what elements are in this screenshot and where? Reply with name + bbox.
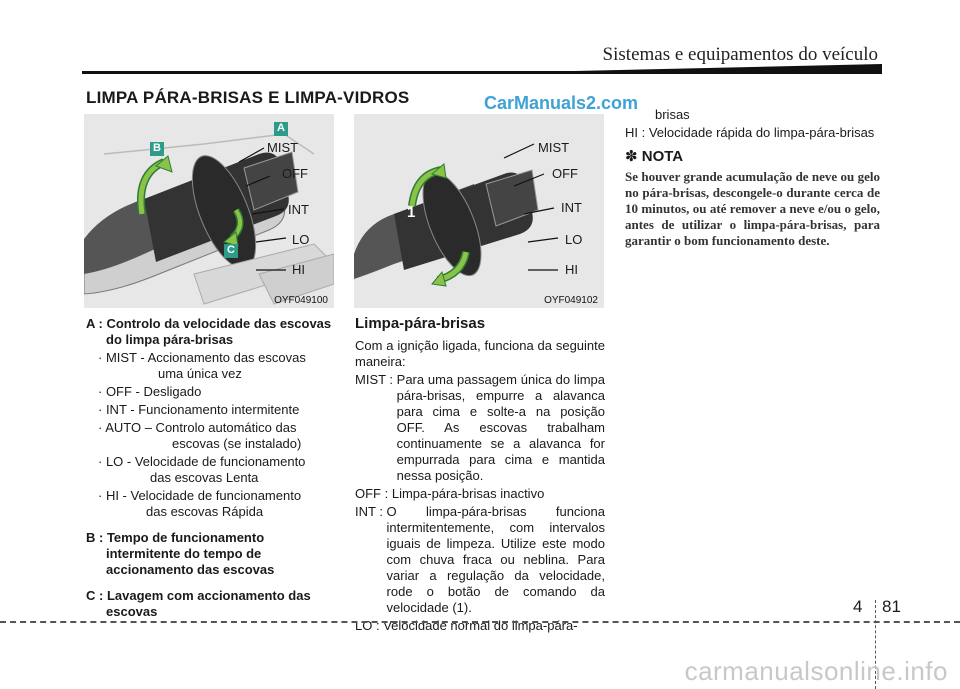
section-title: LIMPA PÁRA-BRISAS E LIMPA-VIDROS (86, 88, 410, 107)
watermark-logo: CarManuals2.com (484, 93, 639, 113)
wiper-intro: Com a ignição ligada, funciona da seguinte maneira: (355, 338, 605, 369)
figure-code: OYF049102 (544, 295, 598, 306)
nota-title: ✽ NOTA (625, 148, 684, 165)
badge-b: B (153, 142, 161, 154)
label-int: INT (561, 200, 582, 215)
def-lo: LO : Velocidade normal do limpa-pára- (355, 618, 578, 633)
a-item-mist: · MIST - Accionamento das escovas uma única vez (98, 350, 306, 381)
wiper-heading: Limpa-pára-brisas (355, 315, 486, 332)
label-off: OFF (552, 166, 578, 181)
page-number: 81 (882, 597, 901, 616)
footer-rule (0, 621, 960, 623)
nota-star-icon: ✽ (625, 148, 638, 165)
label-mist: MIST (538, 140, 570, 155)
nota-body: Se houver grande acumulação de neve ou gelo no pára-brisas, descongele-o durante cerca de 10 minutos, ou até remover a neve e/ou o gelo, antes de utilizar o limpa-pára-brisas, para garantir o bom funcionamento deste. (625, 169, 880, 248)
a-item-lo: · LO - Velocidade de funcionamento das escovas Lenta (98, 454, 306, 485)
stalk-illustration-2 (354, 165, 538, 283)
label-int: INT (288, 202, 309, 217)
chapter-number: 4 (853, 597, 863, 616)
badge-a: A (277, 122, 285, 134)
footer-watermark: carmanualsonline.info (684, 656, 948, 686)
badge-c: C (227, 244, 235, 256)
a-item-int: · INT - Funcionamento intermitente (98, 402, 300, 417)
stalk-illustration-1 (84, 134, 334, 304)
def-hi: HI : Velocidade rápida do limpa-pára-brisas (625, 125, 875, 140)
def-off: OFF : Limpa-pára-brisas inactivo (355, 486, 545, 501)
column-3 (625, 107, 880, 262)
label-lo: LO (565, 232, 583, 247)
figure-code: OYF049100 (274, 295, 328, 306)
a-item-auto: · AUTO – Controlo automático das escovas (se instalado) (98, 420, 302, 451)
item-a-title: A : Controlo da velocidade das escovas do limpa pára-brisas (86, 316, 332, 347)
a-item-off: · OFF - Desligado (98, 384, 202, 399)
figure-wiper-stalk-1 (84, 114, 334, 308)
def-int: INT : O limpa-pára-brisas funciona intermitentemente, com intervalos iguais de limpeza. Utilize este modo com chuva fraca ou neblina. Para variar a regulação da velocidade, rode o botão de comando da velocidade (1). (355, 504, 605, 615)
a-item-hi: · HI - Velocidade de funcionamento das escovas Rápida (98, 488, 302, 519)
column-2 (355, 316, 605, 634)
label-hi: HI (292, 262, 305, 277)
column-1 (86, 316, 336, 620)
label-hi: HI (565, 262, 578, 277)
header-title: Sistemas e equipamentos do veículo (602, 44, 878, 65)
item-b-title: B : Tempo de funcionamento intermitente do tempo de accionamento das escovas (86, 530, 275, 577)
figure-wiper-stalk-2 (354, 114, 604, 308)
label-lo: LO (292, 232, 310, 247)
def-lo-continued: brisas (655, 107, 690, 122)
label-off: OFF (282, 166, 308, 181)
item-c-title: C : Lavagem com accionamento das escovas (86, 588, 311, 619)
def-mist: MIST : Para uma passagem única do limpa pára-brisas, empurre a alavanca para cima e solte-a na posição OFF. As escovas trabalham continuamente se a alavanca for empurrada para cima e mantida nessa posição. (355, 372, 605, 483)
label-mist: MIST (267, 140, 299, 155)
badge-speed-1: 1 (407, 204, 416, 221)
